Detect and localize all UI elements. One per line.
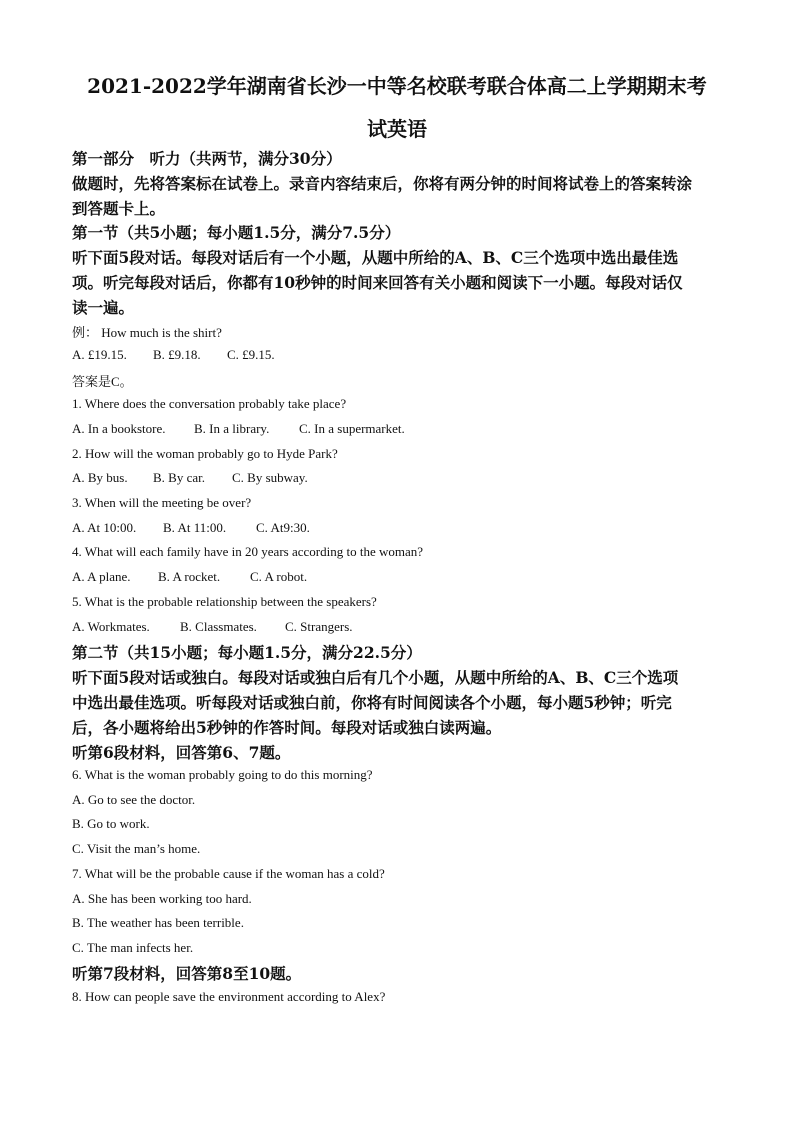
section-2-instruction-3: 后，各小题将给出5秒钟的作答时间。每段对话或独白读两遍。	[72, 718, 502, 737]
question-5-option-b: B. Classmates.	[180, 619, 257, 634]
question-6-option-b: B. Go to work.	[72, 816, 150, 831]
section-2-heading: 第二节（共15小题；每小题1.5分，满分22.5分）	[72, 643, 422, 662]
question-7-option-a: A. She has been working too hard.	[72, 891, 252, 906]
question-4-option-b: B. A rocket.	[158, 569, 221, 584]
question-2-option-b: B. By car.	[153, 470, 205, 485]
example-option-c: C. £9.15.	[227, 347, 275, 362]
question-1-option-c: C. In a supermarket.	[299, 421, 405, 436]
exam-title-line-2: 试英语	[367, 117, 427, 141]
question-8: 8. How can people save the environment according to Alex?	[72, 989, 386, 1004]
part-heading: 第一部分 听力（共两节，满分30分）	[72, 149, 342, 168]
intro-line-1: 做题时，先将答案标在试卷上。录音内容结束后，你将有两分钟的时间将试卷上的答案转涂	[72, 174, 693, 193]
question-2: 2. How will the woman probably go to Hyde Park?	[72, 446, 338, 461]
example-answer: 答案是C。	[72, 374, 133, 389]
question-7-option-c: C. The man infects her.	[72, 940, 194, 955]
segment-7-heading: 听第7段材料，回答第8至10题。	[72, 964, 302, 983]
exam-title-line-1: 2021-2022学年湖南省长沙一中等名校联考联合体高二上学期期末考	[87, 74, 707, 98]
question-1: 1. Where does the conversation probably take place?	[72, 396, 347, 411]
question-3: 3. When will the meeting be over?	[72, 495, 252, 510]
question-1-option-a: A. In a bookstore.	[72, 421, 166, 436]
question-2-option-c: C. By subway.	[232, 470, 308, 485]
question-2-option-a: A. By bus.	[72, 470, 128, 485]
question-4-option-c: C. A robot.	[250, 569, 308, 584]
segment-6-heading: 听第6段材料，回答第6、7题。	[72, 743, 291, 762]
section-1-instruction-1: 听下面5段对话。每段对话后有一个小题，从题中所给的A、B、C三个选项中选出最佳选	[72, 248, 679, 267]
intro-line-2: 到答题卡上。	[72, 199, 166, 218]
example-question: 例： How much is the shirt?	[72, 325, 222, 340]
question-6-option-a: A. Go to see the doctor.	[72, 792, 196, 807]
section-1-instruction-2: 项。听完每段对话后，你都有10秒钟的时间来回答有关小题和阅读下一小题。每段对话仅	[72, 273, 683, 292]
section-1-instruction-3: 读一遍。	[72, 298, 135, 317]
question-5-option-c: C. Strangers.	[285, 619, 353, 634]
section-1-heading: 第一节（共5小题；每小题1.5分，满分7.5分）	[72, 223, 401, 242]
question-6-option-c: C. Visit the man’s home.	[72, 841, 201, 856]
question-3-option-a: A. At 10:00.	[72, 520, 137, 535]
example-option-b: B. £9.18.	[153, 347, 201, 362]
section-2-instruction-2: 中选出最佳选项。听每段对话或独白前，你将有时间阅读各个小题，每小题5秒钟；听完	[72, 693, 672, 712]
question-4-option-a: A. A plane.	[72, 569, 131, 584]
question-6: 6. What is the woman probably going to do this morning?	[72, 767, 373, 782]
example-option-a: A. £19.15.	[72, 347, 127, 362]
question-7-option-b: B. The weather has been terrible.	[72, 915, 244, 930]
question-5-option-a: A. Workmates.	[72, 619, 150, 634]
question-5: 5. What is the probable relationship between the speakers?	[72, 594, 377, 609]
section-2-instruction-1: 听下面5段对话或独白。每段对话或独白后有几个小题，从题中所给的A、B、C三个选项	[72, 668, 679, 687]
question-1-option-b: B. In a library.	[194, 421, 270, 436]
question-3-option-c: C. At9:30.	[256, 520, 310, 535]
question-7: 7. What will be the probable cause if the woman has a cold?	[72, 866, 385, 881]
question-4: 4. What will each family have in 20 years according to the woman?	[72, 544, 423, 559]
question-3-option-b: B. At 11:00.	[163, 520, 227, 535]
